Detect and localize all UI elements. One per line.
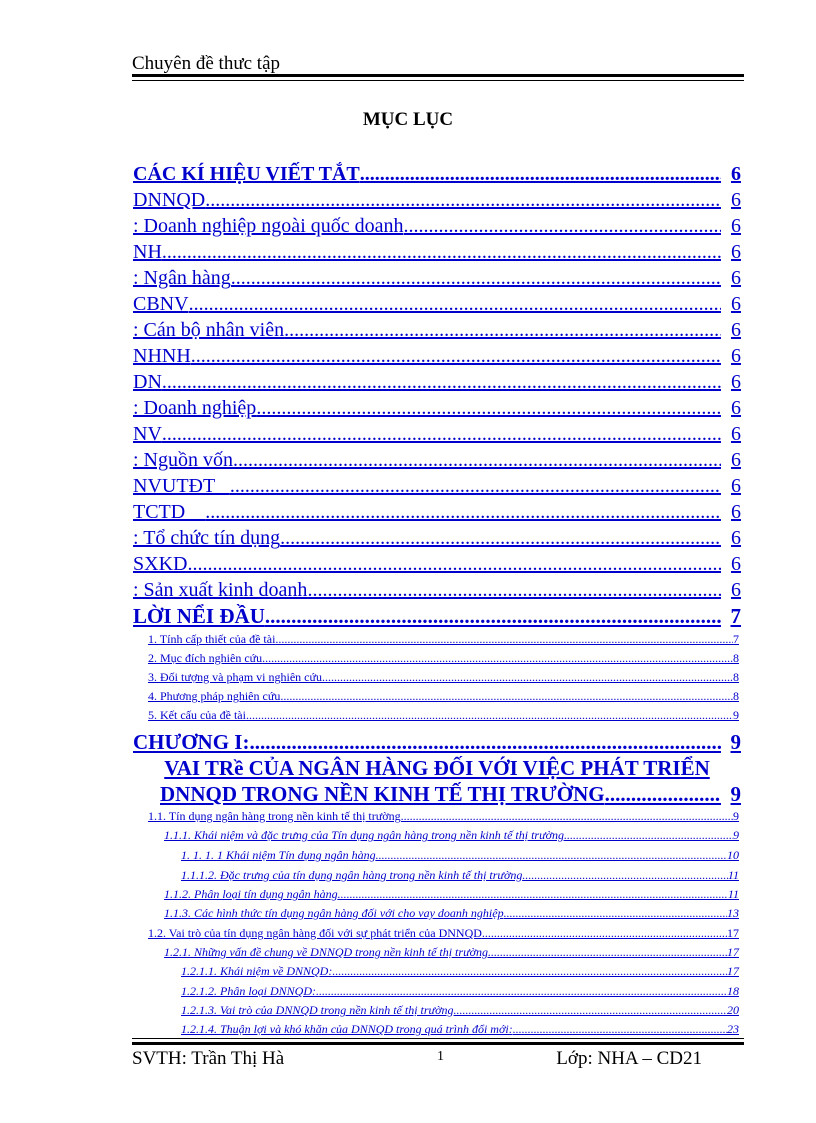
toc-entry-page: 13 <box>727 906 739 920</box>
footer-rule-thick <box>132 1042 744 1045</box>
toc-entry-label: 1.2.1.1. Khái niệm về DNNQD: <box>181 964 333 978</box>
toc-entry[interactable] <box>181 866 739 883</box>
toc-entry[interactable] <box>133 264 741 290</box>
toc-entry[interactable] <box>133 394 741 420</box>
toc-leader <box>246 708 733 723</box>
toc-entry-label: 2. Mục đích nghiên cứu <box>148 651 263 665</box>
toc-entry[interactable] <box>181 982 739 999</box>
toc-entry-label: : Doanh nghiệp ngoài quốc doanh <box>133 215 404 237</box>
toc-entry[interactable] <box>133 212 741 238</box>
toc-entry-page: 6 <box>731 371 741 393</box>
toc-entry[interactable] <box>133 498 741 524</box>
toc-leader <box>187 552 721 576</box>
toc-entry[interactable] <box>148 687 739 704</box>
toc-leader <box>338 887 728 902</box>
toc-entry-page: 6 <box>731 345 741 367</box>
toc-entry[interactable] <box>133 446 741 472</box>
toc-leader <box>316 984 727 999</box>
toc-entry-label: : Ngân hàng <box>133 267 231 289</box>
toc-leader <box>360 162 721 186</box>
toc-entry-page: 9 <box>733 828 739 842</box>
toc-entry-label: 1.2.1. Những vấn đề chung về DNNQD trong nền kinh tế thị trường <box>164 945 489 959</box>
toc-leader <box>162 422 721 446</box>
toc-entry-label: DNNQD <box>133 189 206 211</box>
toc-entry-label: CÁC KÍ HIỆU VIẾT TẮT <box>133 163 360 185</box>
toc-entry-label: NH <box>133 241 162 263</box>
toc-entry-page: 17 <box>727 964 739 978</box>
toc-entry-label: : Sản xuất kinh doanh <box>133 579 308 601</box>
toc-entry[interactable] <box>133 550 741 576</box>
toc-leader <box>504 906 727 921</box>
toc-entry-page: 9 <box>733 708 739 722</box>
toc-entry-label: 4. Phương pháp nghiên cứu <box>148 689 281 703</box>
toc-leader <box>376 848 727 863</box>
footer-rule-thin <box>132 1038 744 1039</box>
toc-leader <box>162 240 721 264</box>
toc-entry-page: 7 <box>730 604 741 628</box>
toc-entry-page: 8 <box>733 689 739 703</box>
toc-leader <box>256 396 721 420</box>
toc-leader <box>482 926 727 941</box>
toc-entry-page: 20 <box>727 1003 739 1017</box>
toc-entry[interactable] <box>133 472 741 498</box>
toc-entry-label: 1.2.1.3. Vai trò của DNNQD trong nền kinh tế thị trường <box>181 1003 454 1017</box>
toc-entry[interactable] <box>164 943 739 960</box>
page-footer <box>132 1034 744 1074</box>
toc-entry-page: 18 <box>727 984 739 998</box>
toc-entry[interactable] <box>133 524 741 550</box>
header-title: Chuyên đề thưc tập <box>132 53 281 74</box>
toc-entry-page: 8 <box>733 670 739 684</box>
toc-entry[interactable] <box>133 368 741 394</box>
toc-entry[interactable] <box>160 780 741 806</box>
toc-entry[interactable] <box>164 885 739 902</box>
toc-leader <box>332 964 727 979</box>
toc-leader <box>605 782 721 806</box>
toc-leader <box>249 730 720 754</box>
toc-entry-page: 9 <box>730 730 741 754</box>
toc-entry-page: 6 <box>731 449 741 471</box>
toc-entry[interactable] <box>148 649 739 666</box>
toc-entry-label: 1.2.1.4. Thuận lợi và khó khăn của DNNQD trong quá trình đổi mới: <box>181 1022 513 1036</box>
toc-entry[interactable] <box>133 290 741 316</box>
toc-entry-page: 6 <box>731 319 741 341</box>
toc-entry-page: 6 <box>731 423 741 445</box>
toc-leader <box>401 809 733 824</box>
toc-entry[interactable] <box>181 1001 739 1018</box>
toc-entry-label: NVUTĐT <box>133 475 230 497</box>
toc-entry-page: 6 <box>731 579 741 601</box>
toc-entry-page: 6 <box>731 215 741 237</box>
toc-entry-label: 1. 1. 1. 1 Khái niệm Tín dụng ngân hàng <box>181 848 376 862</box>
toc-leader <box>233 448 721 472</box>
toc-entry-label: : Doanh nghiệp <box>133 397 257 419</box>
toc-entry-page: 6 <box>731 241 741 263</box>
toc-entry[interactable] <box>181 846 739 863</box>
toc-leader <box>275 632 733 647</box>
toc-entry[interactable] <box>133 602 741 628</box>
toc-leader <box>205 500 721 524</box>
toc-entry[interactable] <box>148 924 739 941</box>
toc-entry[interactable] <box>133 420 741 446</box>
toc-entry[interactable] <box>148 668 739 685</box>
toc-entry-page: 6 <box>731 397 741 419</box>
toc-entry-page: 11 <box>727 887 739 901</box>
toc-entry-label: DNNQD TRONG NỀN KINH TẾ THỊ TRƯỜNG <box>160 782 605 806</box>
toc-entry-page: 23 <box>727 1022 739 1036</box>
toc-leader <box>280 689 733 704</box>
toc-entry-page: 6 <box>731 267 741 289</box>
toc-entry-page: 6 <box>731 501 741 523</box>
page-title: MỤC LỤC <box>362 109 454 130</box>
toc-entry[interactable] <box>133 186 741 212</box>
toc-leader <box>522 868 728 883</box>
toc-entry-label: : Cán bộ nhân viên <box>133 319 285 341</box>
toc-leader <box>265 604 721 628</box>
toc-entry-label: 1.1.1.2. Đặc trưng của tín dụng ngân hàng trong nền kinh tế thị trường <box>181 868 523 882</box>
toc-leader <box>488 945 727 960</box>
toc-entry[interactable] <box>133 576 741 602</box>
toc-leader <box>404 214 722 238</box>
toc-leader <box>231 266 721 290</box>
toc-leader <box>262 651 733 666</box>
toc-entry[interactable] <box>133 728 741 754</box>
toc-entry[interactable] <box>133 238 741 264</box>
toc-entry-label: SXKD <box>133 553 188 575</box>
footer-class: Lớp: NHA – CD21 <box>556 1048 702 1069</box>
toc-entry-page: 9 <box>733 809 739 823</box>
toc-entry[interactable] <box>133 342 741 368</box>
toc-leader <box>307 578 721 602</box>
toc-entry-label: : Tổ chức tín dụng <box>133 527 281 549</box>
toc-leader <box>189 292 721 316</box>
toc-entry-page: 6 <box>731 475 741 497</box>
toc-leader <box>191 344 721 368</box>
toc-entry-label: DN <box>133 371 162 393</box>
toc-entry-label: 1.2.1.2. Phân loại DNNQD: <box>181 984 316 998</box>
toc-entry[interactable] <box>133 316 741 342</box>
toc-entry-label: 1.1.3. Các hình thức tín dụng ngân hàng đối với cho vay doanh nghiệp <box>164 906 504 920</box>
toc-entry-page: 7 <box>733 632 739 646</box>
toc-leader <box>205 188 721 212</box>
toc-entry-page: 9 <box>730 782 741 806</box>
toc-entry-page: 11 <box>727 868 739 882</box>
toc-leader <box>230 474 721 498</box>
toc-entry[interactable] <box>164 826 739 843</box>
toc-entry-label: 1.2. Vai trò của tín dụng ngân hàng đối với sự phát triển của DNNQD <box>148 926 482 940</box>
toc-entry-label: CBNV <box>133 293 189 315</box>
toc-entry-label: 1.1. Tín dụng ngân hàng trong nền kinh tế thị trường <box>148 809 401 823</box>
toc-entry[interactable] <box>148 706 739 723</box>
toc-entry-label: 1.1.2. Phân loại tín dụng ngân hàng <box>164 887 338 901</box>
toc-entry[interactable] <box>133 754 741 780</box>
toc-entry[interactable] <box>181 962 739 979</box>
toc-leader <box>564 828 733 843</box>
toc-entry-label: NHNH <box>133 345 191 367</box>
toc-entry-label: 1.1.1. Khái niệm và đặc trưng của Tín dụng ngân hàng trong nền kinh tế thị trường <box>164 828 565 842</box>
toc-entry-label: NV <box>133 423 162 445</box>
toc-entry-label: : Nguồn vốn <box>133 449 233 471</box>
toc-leader <box>162 370 721 394</box>
toc-entry-page: 6 <box>731 527 741 549</box>
toc-entry[interactable] <box>133 160 741 186</box>
toc-entry-page: 17 <box>727 926 739 940</box>
toc-entry-label: TCTD <box>133 501 206 523</box>
toc-entry-label: 5. Kết cấu của đề tài <box>148 708 246 722</box>
toc-entry-label: LỜI NỂI ĐẦU <box>133 604 265 628</box>
toc-entry-page: 17 <box>727 945 739 959</box>
toc-leader <box>280 526 721 550</box>
toc-entry-page: 6 <box>731 163 741 185</box>
toc-leader <box>284 318 721 342</box>
page-number: 1 <box>437 1049 444 1064</box>
toc-entry-page: 6 <box>731 189 741 211</box>
toc-entry[interactable] <box>148 807 739 824</box>
toc-entry-page: 8 <box>733 651 739 665</box>
toc-entry-page: 10 <box>727 848 739 862</box>
toc-entry-page: 6 <box>731 553 741 575</box>
toc-entry-label: CHƯƠNG I: <box>133 730 250 754</box>
toc-entry[interactable] <box>148 630 739 647</box>
toc-entry-label: VAI TRề CỦA NGÂN HÀNG ĐỐI VỚI VIỆC PHÁT TRIỂN <box>164 756 710 780</box>
toc-entry-label: 3. Đối tượng và phạm vi nghiên cứu <box>148 670 322 684</box>
footer-student: SVTH: Trần Thị Hà <box>132 1048 285 1069</box>
toc-leader <box>454 1003 728 1018</box>
toc-entry-page: 6 <box>731 293 741 315</box>
toc-entry[interactable] <box>164 904 739 921</box>
toc-entry-label: 1. Tính cấp thiết của đề tài <box>148 632 276 646</box>
toc-leader <box>322 670 733 685</box>
